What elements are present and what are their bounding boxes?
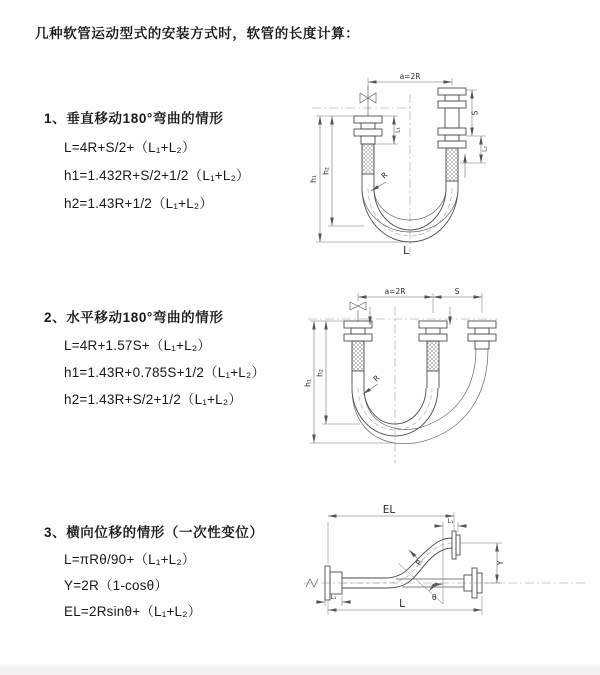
page-title: 几种软管运动型式的安装方式时，软管的长度计算：	[35, 26, 360, 41]
dimension-h1	[309, 116, 406, 242]
dim-label-a2r: a=2R	[399, 72, 421, 81]
dimension-l1-left	[316, 594, 351, 606]
hose-s-curve	[342, 538, 464, 588]
upper-right-flange	[452, 531, 460, 559]
dim-label-s: S	[454, 287, 460, 296]
section-1-formula-h2: h2=1.43R+1/2（L₁+L₂）	[64, 196, 214, 211]
dim-label-h2: h₂	[315, 369, 325, 377]
pipe-fitting-displaced	[468, 321, 496, 349]
dim-label-h1: h₁	[303, 379, 313, 387]
diagram-vertical-180-bend	[300, 66, 590, 261]
section-3-heading: 3、横向位移的情形（一次性变位）	[44, 525, 264, 540]
radius-label: R	[379, 170, 390, 181]
dim-label-a2r: a=2R	[384, 287, 406, 296]
radius-label: R	[371, 373, 382, 384]
section-2-formula-L: L=4R+1.57S+（L₁+L₂）	[64, 338, 211, 353]
dim-label-s: S	[470, 110, 480, 116]
dim-label-l1-left: L₁	[330, 594, 337, 601]
dim-label-el: EL	[382, 504, 396, 516]
radius-callout	[409, 550, 424, 567]
dim-label-h1: h₁	[309, 175, 318, 183]
section-3-formula-L: L=πRθ/90+（L₁+L₂）	[64, 552, 196, 567]
dimension-h2	[322, 116, 365, 226]
dimension-l1	[375, 116, 402, 144]
dimension-l1-top	[435, 518, 466, 532]
diagram-lateral-displacement	[296, 498, 596, 630]
left-pipe-fitting	[354, 116, 382, 188]
dimension-h1	[304, 321, 397, 443]
scan-edge-shadow	[0, 666, 600, 675]
section-1-formula-h1: h1=1.432R+S/2+1/2（L₁+L₂）	[64, 168, 250, 183]
section-1-heading: 1、垂直移动180°弯曲的情形	[44, 111, 224, 126]
travel-arrows	[370, 307, 450, 325]
valve-icon	[350, 302, 366, 321]
dimension-h2	[316, 321, 361, 424]
section-3-formula-Y: Y=2R（1-cosθ）	[64, 578, 169, 593]
dim-label-h2: h₂	[321, 167, 331, 175]
diagram-horizontal-180-bend	[300, 283, 590, 468]
section-2-formula-h1: h1=1.43R+0.785S+1/2（L₁+L₂）	[64, 365, 266, 380]
radius-callout	[363, 373, 381, 394]
right-pipe-fitting	[438, 88, 466, 188]
angle-label: θ	[432, 593, 437, 602]
dimension-a2r	[358, 287, 433, 313]
section-2-formula-h2: h2=1.43R+S/2+1/2（L₁+L₂）	[64, 392, 243, 407]
dim-label-l1: L₁	[394, 127, 402, 133]
dim-label-l: L	[399, 598, 405, 610]
dimension-s	[433, 287, 482, 313]
hose-u-bend	[352, 349, 488, 444]
dim-label-l1-top: L₁	[447, 518, 454, 525]
section-2-heading: 2、水平移动180°弯曲的情形	[44, 310, 224, 325]
pipe-fitting-middle	[419, 321, 447, 388]
dim-label-l2: L₂	[481, 146, 489, 152]
radius-label: R	[413, 557, 425, 567]
dimension-y	[460, 543, 505, 583]
dimension-l	[328, 596, 482, 615]
valve-icon	[360, 86, 376, 116]
length-label: L	[403, 245, 409, 257]
section-3-formula-EL: EL=2Rsinθ+（L₁+L₂）	[64, 604, 202, 619]
section-1-formula-L: L=4R+S/2+（L₁+L₂）	[64, 140, 196, 155]
dimension-a2r	[368, 72, 452, 90]
dim-label-y: Y	[496, 560, 505, 566]
pipe-fitting-left	[344, 321, 372, 388]
